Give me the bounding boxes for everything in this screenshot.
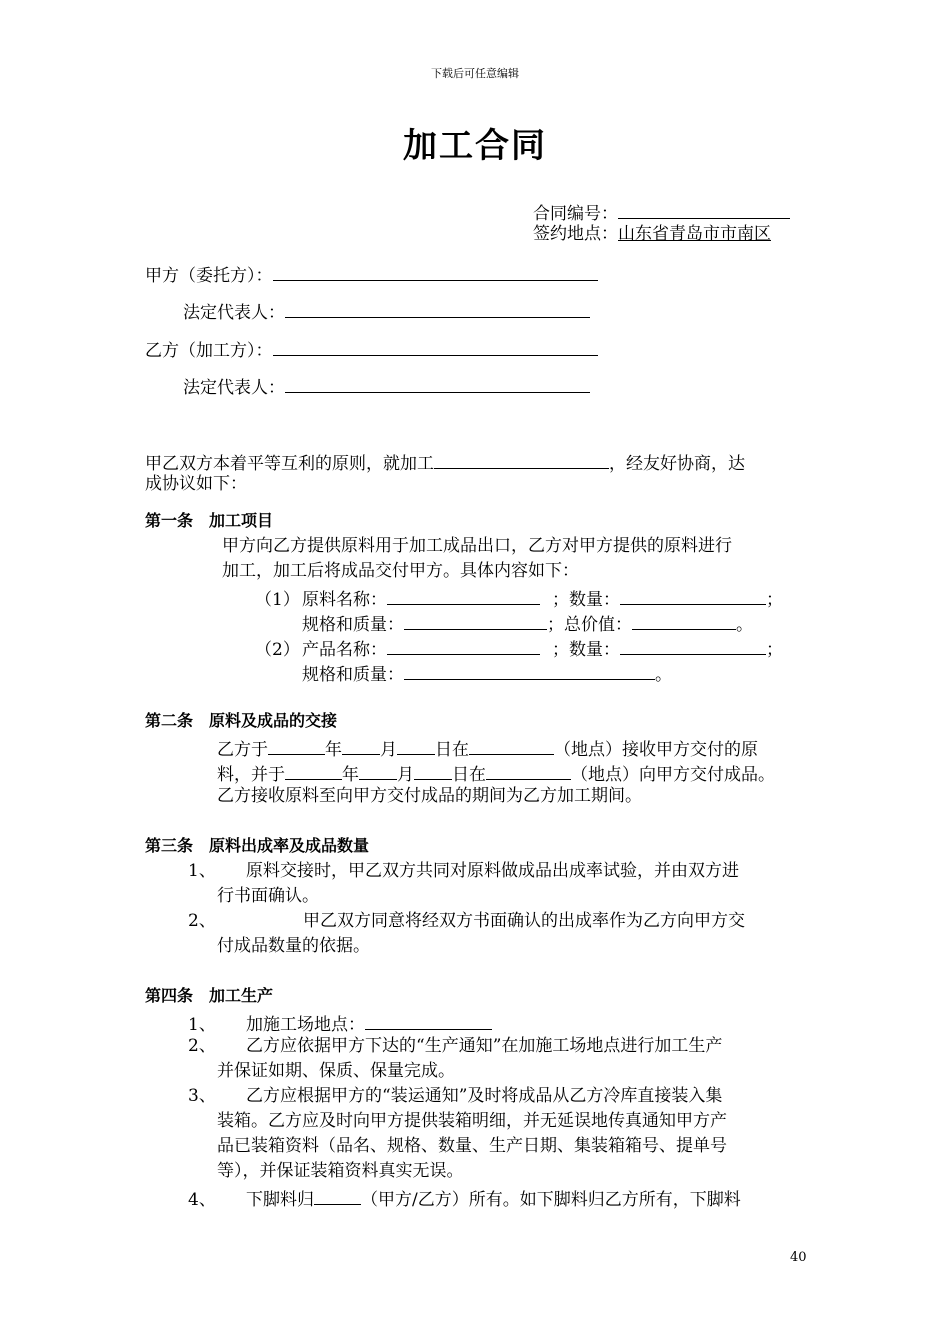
article-2-line-3: 乙方接收原料至向甲方交付成品的期间为乙方加工期间。 xyxy=(217,786,642,806)
intro-blank[interactable] xyxy=(434,450,609,469)
article-4-item-2 xyxy=(188,1036,722,1056)
art2-l2-place-blank[interactable] xyxy=(486,761,571,780)
article-3-item-2 xyxy=(188,911,745,931)
contract-number-label: 合同编号： xyxy=(533,203,618,224)
art4-item-3-text: 乙方应根据甲方的“装运通知”及时将成品从乙方冷库直接装入集 xyxy=(246,1086,723,1106)
art2-l1-text-d: 日在 xyxy=(435,739,469,760)
art2-l2-year-blank[interactable] xyxy=(285,761,342,780)
item-1-name-blank[interactable] xyxy=(387,586,540,605)
art4-item-3-number: 3、 xyxy=(188,1086,216,1106)
item-1-number: （1） xyxy=(255,589,300,610)
article-2-line-1 xyxy=(217,736,758,760)
article-1-item-2-spec xyxy=(302,661,672,685)
article-4-item-3-cont-3: 等），并保证装箱资料真实无误。 xyxy=(217,1161,464,1181)
art2-l1-text-c: 月 xyxy=(380,739,397,760)
item-1-qty-blank[interactable] xyxy=(620,586,766,605)
item-2-number: （2） xyxy=(255,639,300,660)
party-b-label: 乙方（加工方）： xyxy=(145,340,273,361)
art3-item-2-number: 2、 xyxy=(188,911,216,931)
intro-line-2: 成协议如下： xyxy=(145,474,247,494)
item-2-spec-label: 规格和质量： xyxy=(302,664,404,685)
art4-item-4-text-a: 下脚料归 xyxy=(246,1189,314,1210)
article-1-line-2: 加工，加工后将成品交付甲方。具体内容如下： xyxy=(222,561,579,581)
article-3-heading: 第三条 原料出成率及成品数量 xyxy=(145,836,370,855)
sign-place-label: 签约地点： xyxy=(533,224,618,244)
article-3-item-1 xyxy=(188,861,739,881)
art4-item-2-text: 乙方应依据甲方下达的“生产通知”在加施工场地点进行加工生产 xyxy=(246,1036,723,1056)
item-1-end: ； xyxy=(766,589,783,610)
article-1-heading: 第一条 加工项目 xyxy=(145,511,274,530)
art4-item-1-label: 加施工场地点： xyxy=(246,1014,365,1035)
item-1-name-label: 原料名称： xyxy=(302,589,387,610)
item-2-spec-end: 。 xyxy=(655,664,672,685)
art2-l1-year-blank[interactable] xyxy=(268,736,325,755)
art2-l1-place-blank[interactable] xyxy=(469,736,554,755)
party-a-rep-row xyxy=(183,299,590,323)
intro-line-1 xyxy=(145,450,745,474)
art2-l1-text-e: （地点）接收甲方交付的原 xyxy=(554,739,758,760)
item-1-value-label: ；总价值： xyxy=(547,614,632,635)
item-2-spec-blank[interactable] xyxy=(404,661,655,680)
party-a-row xyxy=(145,262,598,286)
party-b-row xyxy=(145,337,598,361)
art2-l2-text-b: 年 xyxy=(342,764,359,785)
art4-site-blank[interactable] xyxy=(365,1011,492,1030)
article-3-item-2-cont: 付成品数量的依据。 xyxy=(217,936,370,956)
art2-l2-month-blank[interactable] xyxy=(359,761,397,780)
party-b-blank[interactable] xyxy=(273,337,598,356)
item-1-value-blank[interactable] xyxy=(632,611,736,630)
party-b-rep-label: 法定代表人： xyxy=(183,377,285,398)
item-2-end: ； xyxy=(766,639,783,660)
item-2-qty-blank[interactable] xyxy=(620,636,766,655)
article-4-item-1 xyxy=(188,1011,492,1035)
article-1-item-2 xyxy=(255,636,783,660)
item-2-name-blank[interactable] xyxy=(387,636,540,655)
article-4-heading: 第四条 加工生产 xyxy=(145,986,274,1005)
header-note: 下载后可任意编辑 xyxy=(431,67,519,80)
art4-scrap-owner-blank[interactable] xyxy=(314,1186,361,1205)
contract-number-blank[interactable] xyxy=(618,200,790,219)
art4-item-1-number: 1、 xyxy=(188,1014,216,1035)
art2-l2-text-e: （地点）向甲方交付成品。 xyxy=(571,764,775,785)
item-1-spec-blank[interactable] xyxy=(404,611,547,630)
art2-l2-text-c: 月 xyxy=(397,764,414,785)
item-1-spec-label: 规格和质量： xyxy=(302,614,404,635)
item-1-qty-label: ；数量： xyxy=(552,589,620,610)
article-4-item-3-cont-1: 装箱。乙方应及时向甲方提供装箱明细，并无延误地传真通知甲方产 xyxy=(217,1111,727,1131)
party-a-label: 甲方（委托方）： xyxy=(145,265,273,286)
article-4-item-2-cont: 并保证如期、保质、保量完成。 xyxy=(217,1061,455,1081)
article-1-item-1 xyxy=(255,586,783,610)
art4-item-2-number: 2、 xyxy=(188,1036,216,1056)
item-2-name-label: 产品名称： xyxy=(302,639,387,660)
sign-place-row xyxy=(533,224,771,244)
art3-item-2-text: 甲乙双方同意将经双方书面确认的出成率作为乙方向甲方交 xyxy=(303,911,745,931)
art3-item-1-text: 原料交接时，甲乙双方共同对原料做成品出成率试验，并由双方进 xyxy=(246,861,739,881)
page-number: 40 xyxy=(790,1250,807,1265)
intro-text-post: ，经友好协商，达 xyxy=(609,453,745,474)
article-4-item-4 xyxy=(188,1186,741,1210)
page-title: 加工合同 xyxy=(403,126,547,166)
contract-number-row xyxy=(533,200,790,224)
sign-place-value: 山东省青岛市市南区 xyxy=(618,224,771,244)
art2-l2-text-a: 料，并于 xyxy=(217,764,285,785)
item-1-spec-end: 。 xyxy=(736,614,753,635)
art3-item-1-number: 1、 xyxy=(188,861,216,881)
art2-l2-text-d: 日在 xyxy=(452,764,486,785)
art2-l2-day-blank[interactable] xyxy=(414,761,452,780)
art2-l1-month-blank[interactable] xyxy=(342,736,380,755)
art4-item-4-text-b: （甲方/乙方）所有。如下脚料归乙方所有，下脚料 xyxy=(361,1189,741,1210)
art2-l1-text-b: 年 xyxy=(325,739,342,760)
party-b-rep-row xyxy=(183,374,590,398)
article-4-item-3 xyxy=(188,1086,722,1106)
article-2-line-2 xyxy=(217,761,775,785)
article-1-line-1: 甲方向乙方提供原料用于加工成品出口，乙方对甲方提供的原料进行 xyxy=(222,536,732,556)
party-a-rep-label: 法定代表人： xyxy=(183,302,285,323)
article-1-item-1-spec xyxy=(302,611,753,635)
party-a-rep-blank[interactable] xyxy=(285,299,590,318)
party-b-rep-blank[interactable] xyxy=(285,374,590,393)
article-2-heading: 第二条 原料及成品的交接 xyxy=(145,711,338,730)
item-2-qty-label: ；数量： xyxy=(552,639,620,660)
art2-l1-day-blank[interactable] xyxy=(397,736,435,755)
party-a-blank[interactable] xyxy=(273,262,598,281)
article-4-item-3-cont-2: 品已装箱资料（品名、规格、数量、生产日期、集装箱箱号、提单号 xyxy=(217,1136,727,1156)
intro-text-pre: 甲乙双方本着平等互利的原则，就加工 xyxy=(145,453,434,474)
art4-item-4-number: 4、 xyxy=(188,1189,216,1210)
article-3-item-1-cont: 行书面确认。 xyxy=(217,886,319,906)
art2-l1-text-a: 乙方于 xyxy=(217,739,268,760)
